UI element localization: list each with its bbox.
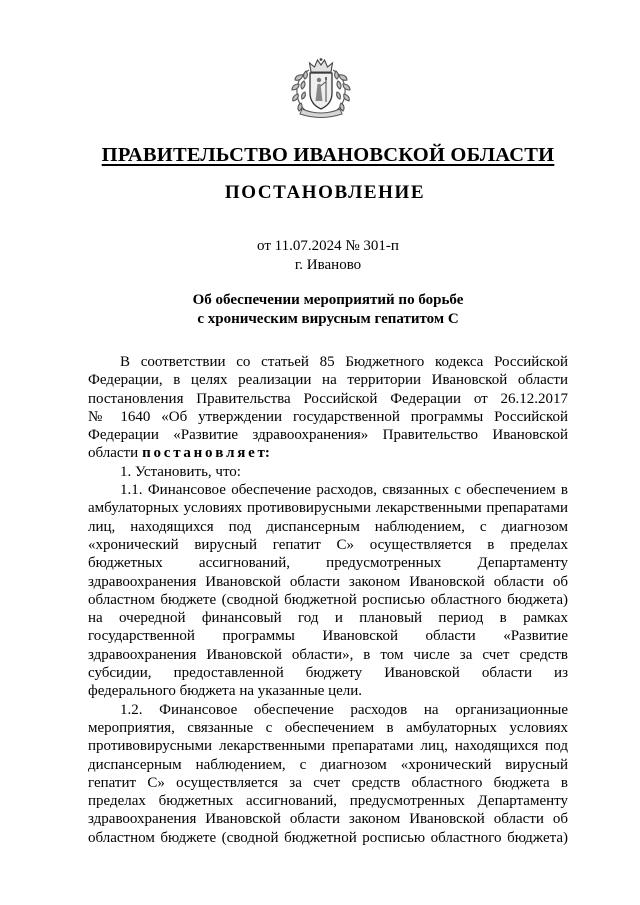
document-title-line: с хроническим вирусным гепатитом С [197, 311, 459, 327]
item-1-2-line: областном бюджете (сводной бюджетной росписью областного бюджета) [88, 829, 568, 846]
emblem-shield [310, 73, 332, 109]
item-1-1-line: областном бюджете (сводной бюджетной росписью областного бюджета) [88, 591, 568, 608]
item-1-1-line: 1.1. Финансовое обеспечение расходов, связанных с обеспечением в [120, 482, 568, 499]
preamble-line: № 1640 «Об утверждении государственной программы Российской [88, 408, 568, 425]
item-1-2-line: пределах бюджетных ассигнований, предусмотренных Департаменту [88, 793, 568, 810]
date-and-number: от 11.07.2024 № 301-п [257, 238, 399, 254]
preamble-line: Федерации, в целях реализации на территории Ивановской области [88, 372, 568, 389]
preamble-line: области [88, 445, 139, 462]
item-1-1-line: субсидии, предоставленной бюджету Ивановской области из [88, 665, 568, 682]
preamble-closing-line [88, 444, 568, 462]
emblem-crown [310, 58, 333, 72]
document-title-line: Об обеспечении мероприятий по борьбе [192, 292, 464, 308]
item-1-1-line: лиц, находящихся под диспансерным наблюдением, с диагнозом [88, 518, 568, 535]
item-1-2-line: гепатит С» осуществляется за счет средств областного бюджета в [88, 774, 568, 791]
emblem-ribbon [300, 109, 342, 118]
document-body [88, 353, 568, 847]
emblem-left-branch [292, 70, 311, 114]
item-1-1-line: «хронический вирусный гепатит С» осуществляется в пределах [88, 536, 568, 553]
preamble-line: постановления Правительства Российской Федерации от 26.12.2017 [88, 390, 568, 407]
item-1-heading: 1. Установить, что: [120, 463, 241, 480]
item-1-2-line: диспансерным наблюдением, с диагнозом «хронический вирусный [88, 756, 568, 773]
item-1-2-line: 1.2. Финансовое обеспечение расходов на организационные [120, 701, 568, 718]
authority-heading [88, 142, 568, 168]
item-1-1-line: здравоохранения Ивановской области», в том числе за счет средств [88, 646, 568, 663]
item-1-1-line: федерального бюджета на указанные цели. [88, 683, 363, 700]
item-1-2-line: противовирусными лекарственными препаратами лиц, находящихся под [88, 738, 568, 755]
document-type-heading: ПОСТАНОВЛЕНИЕ [224, 182, 426, 203]
authority-heading-text: ПРАВИТЕЛЬСТВО ИВАНОВСКОЙ ОБЛАСТИ [101, 144, 555, 166]
item-1-1-line: здравоохранения Ивановской области законом Ивановской области об [88, 573, 568, 590]
preamble-line: Федерации «Развитие здравоохранения» Правительство Ивановской [88, 427, 568, 444]
decree-word: п о с т а н о в л я е т: [142, 445, 270, 462]
item-1-2-line: здравоохранения Ивановской области законом Ивановской области об [88, 811, 568, 828]
item-1-1-line: государственной программы Ивановской области «Развитие [88, 628, 568, 645]
emblem-right-branch [331, 70, 350, 114]
preamble-line: В соответствии со статьей 85 Бюджетного кодекса Российской [120, 354, 568, 370]
item-1-1-line: амбулаторных условиях противовирусными лекарственными препаратами [88, 500, 568, 517]
item-1-1-line: на очередной финансовый год и плановый период в рамках [88, 610, 568, 627]
item-1-2-line: мероприятия, связанные с обеспечением в амбулаторных условиях [88, 719, 568, 736]
item-1-1-line: бюджетных ассигнований, предусмотренных Департаменту [88, 555, 568, 572]
coat-of-arms-icon [289, 57, 353, 119]
city: г. Иваново [294, 257, 362, 273]
